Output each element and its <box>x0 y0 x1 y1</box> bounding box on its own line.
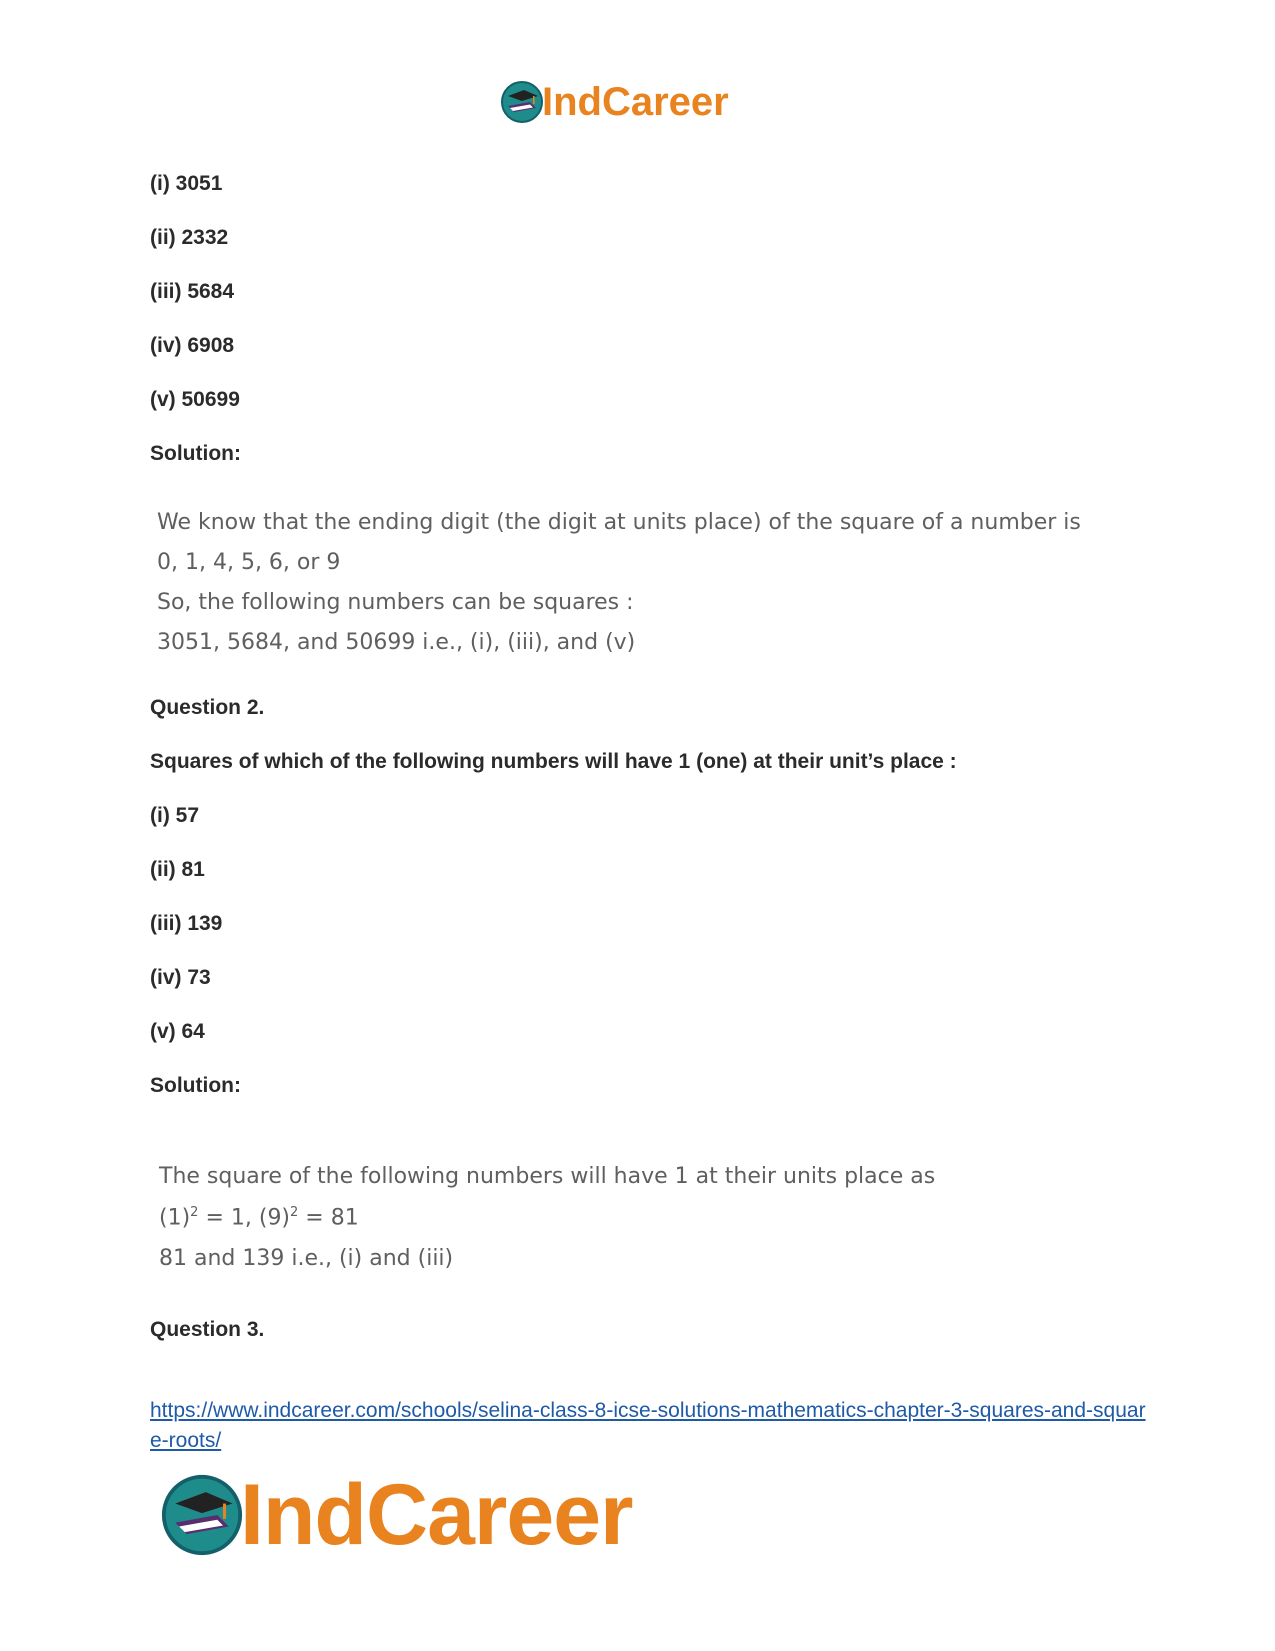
q2-solution-line: 81 and 139 i.e., (i) and (iii) <box>159 1246 454 1271</box>
q2-solution-line: The square of the following numbers will have 1 at their units place as <box>159 1164 936 1189</box>
q1-option: (i) 3051 <box>150 172 223 195</box>
exponent: 2 <box>190 1205 199 1220</box>
q1-solution-line: 0, 1, 4, 5, 6, or 9 <box>157 550 341 575</box>
q1-option: (ii) 2332 <box>150 226 229 249</box>
question-3-title: Question 3. <box>150 1318 265 1341</box>
q1-option: (iv) 6908 <box>150 334 235 357</box>
q1-solution-line: 3051, 5684, and 50699 i.e., (i), (iii), and (v) <box>157 630 636 655</box>
q1-solution-line: We know that the ending digit (the digit at units place) of the square of a number is <box>157 510 1081 535</box>
question-2-title: Question 2. <box>150 696 265 719</box>
graduation-book-icon <box>160 1473 244 1557</box>
logo-wordmark: IndCareer <box>542 79 729 124</box>
indcareer-logo-header <box>500 80 729 124</box>
q2-solution-equation <box>159 1205 359 1230</box>
q1-solution-label: Solution: <box>150 442 241 465</box>
q1-solution-line: So, the following numbers can be squares : <box>157 590 634 615</box>
equation-part: = 81 <box>298 1205 359 1231</box>
logo-wordmark: IndCareer <box>240 1466 633 1563</box>
question-2-prompt: Squares of which of the following numbers will have 1 (one) at their unit’s place : <box>150 750 957 773</box>
q2-option: (v) 64 <box>150 1020 205 1043</box>
q1-option: (v) 50699 <box>150 388 240 411</box>
q2-solution-label: Solution: <box>150 1074 241 1097</box>
graduation-book-icon <box>500 80 544 124</box>
q2-option: (ii) 81 <box>150 858 205 881</box>
q1-option: (iii) 5684 <box>150 280 235 303</box>
q2-option: (iv) 73 <box>150 966 211 989</box>
equation-part: = 1, (9) <box>198 1205 291 1231</box>
indcareer-logo-footer <box>160 1466 633 1563</box>
exponent: 2 <box>290 1205 299 1220</box>
equation-part: (1) <box>159 1205 191 1231</box>
source-url-link[interactable]: https://www.indcareer.com/schools/selina-class-8-icse-solutions-mathematics-chapter-3-squares-and-square-roots/ <box>150 1399 1146 1452</box>
q2-option: (i) 57 <box>150 804 200 827</box>
q2-option: (iii) 139 <box>150 912 223 935</box>
